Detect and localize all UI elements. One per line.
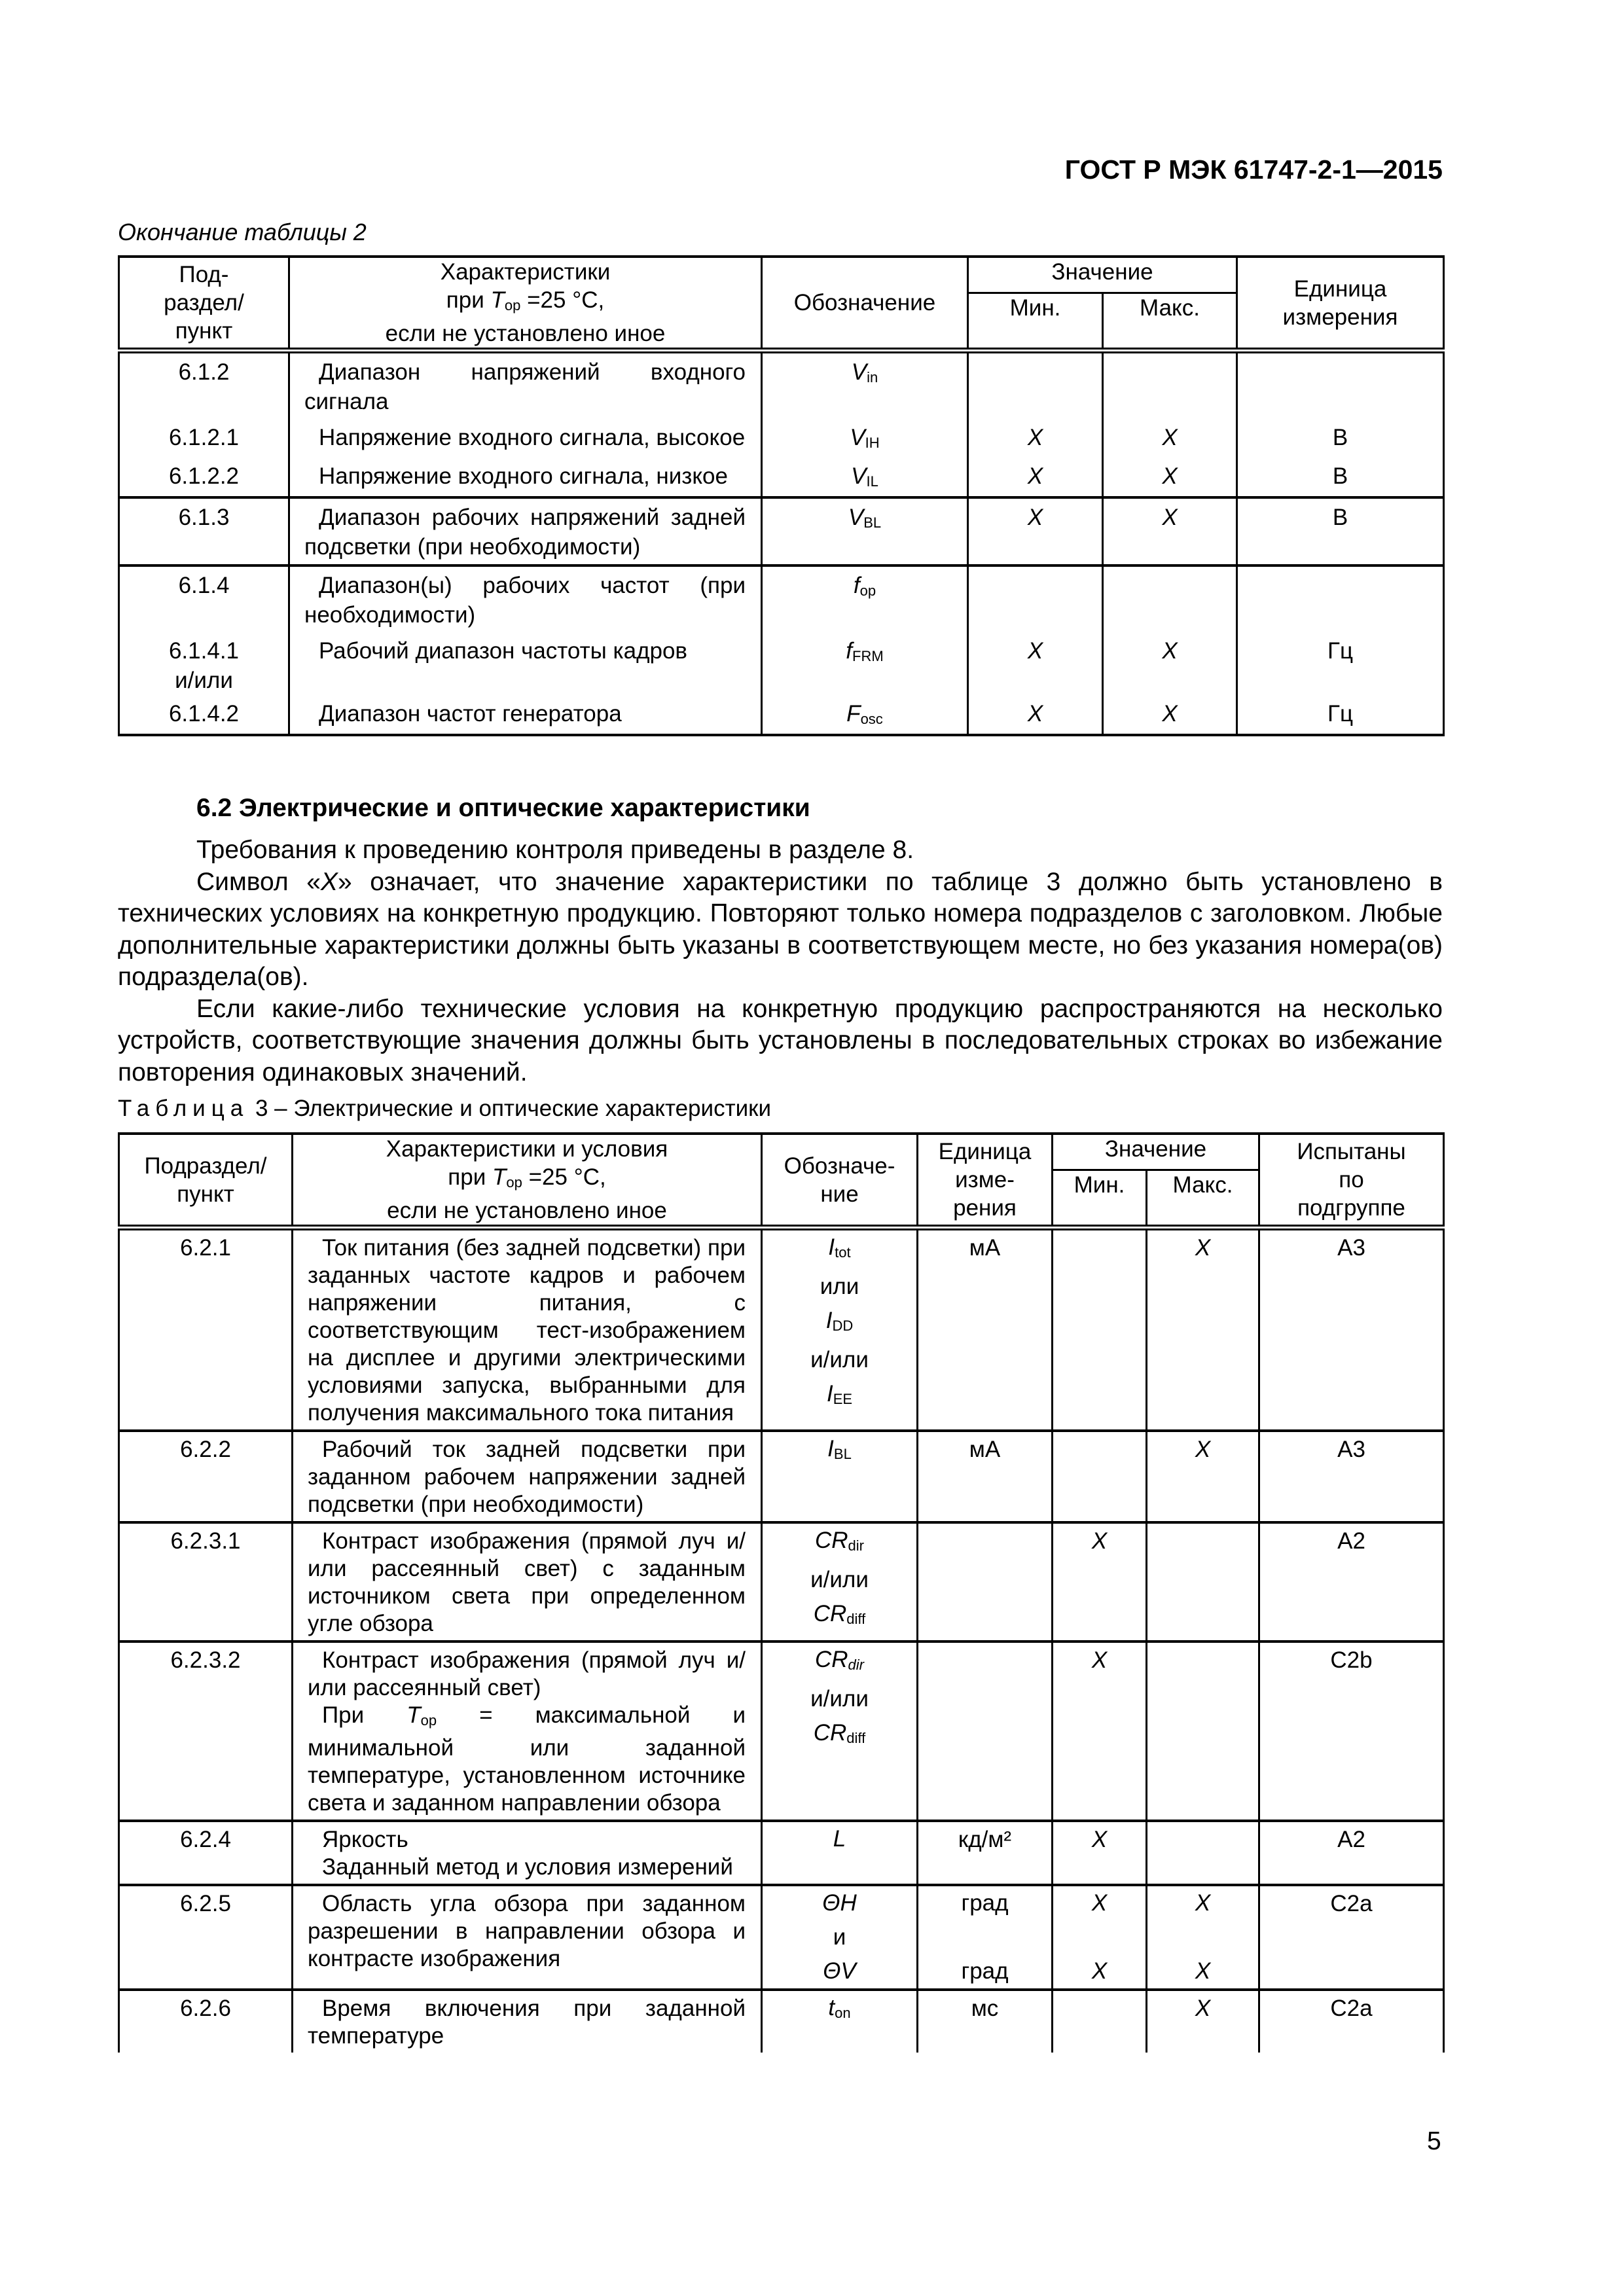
cell-characteristic: [293, 1821, 762, 1885]
cell-subsection: 6.2.5: [119, 1885, 293, 1990]
cell-symbol: [762, 695, 968, 735]
cell-tested-subgroup: C2b: [1259, 1641, 1444, 1821]
text: Характеристики и условия при: [386, 1136, 668, 1190]
cell-symbol: [762, 497, 968, 565]
table3-body: [119, 1228, 1444, 2053]
text: = максимальной и минимальной или заданной температуре, установленном источнике света и заданном направлении обзора: [308, 1702, 746, 1816]
symbol: [815, 1528, 864, 1553]
symbol-base: CR: [814, 1528, 848, 1553]
header-subsection: Подраздел/ пункт: [119, 1134, 293, 1228]
cell-symbol: [762, 632, 968, 695]
table2-continuation-caption: Окончание таблицы 2: [118, 219, 367, 245]
text: Если какие-либо технические условия на конкретную продукцию распространяются на несколько устройств, соответствующие значения должны быть установлены в последовательных строках во избежание повторения одинаковых значений.: [118, 994, 1443, 1086]
cell-symbol: [762, 457, 968, 497]
section-heading: 6.2 Электрические и оптические характеристики: [196, 794, 810, 822]
cell-min: [1053, 1431, 1147, 1522]
cell-line: град: [961, 1958, 1009, 1984]
cell-tested-subgroup: C2a: [1259, 1990, 1444, 2053]
symbol-subscript: diff: [846, 1611, 866, 1627]
text: Характеристики при: [440, 259, 611, 313]
table-row: [119, 351, 1444, 420]
cell-subsection: [119, 632, 289, 695]
table-3: [118, 1132, 1445, 2053]
header-characteristics: [293, 1134, 762, 1228]
cell-characteristic: [293, 1641, 762, 1821]
cell-subsection: 6.2.3.1: [119, 1522, 293, 1641]
cell-unit: мА: [918, 1431, 1053, 1522]
table3-caption-title: 3 – Электрические и оптические характеристики: [249, 1096, 772, 1121]
cell-symbol: [762, 1821, 918, 1885]
description-paragraph: Диапазон частот генератора: [319, 701, 622, 726]
symbol: [833, 1826, 846, 1852]
cell-max: [1103, 565, 1237, 632]
table-row: [119, 695, 1444, 735]
symbol: [492, 1164, 522, 1190]
header-subsection: Под- раздел/ пункт: [119, 257, 289, 351]
symbol: [814, 1601, 866, 1626]
cell-unit: [918, 1641, 1053, 1821]
symbol-base: I: [825, 1308, 833, 1333]
cell-characteristic: [293, 1228, 762, 1431]
cell-unit: мс: [918, 1990, 1053, 2053]
description-paragraph: Контраст изображения (прямой луч и/или рассеянный свет) с заданным источником света при определенном угле обзора: [308, 1528, 746, 1636]
cell-min: [1053, 1990, 1147, 2053]
cell-line: и/или: [810, 1686, 869, 1712]
cell-subsection: 6.2.2: [119, 1431, 293, 1522]
symbol-base: V: [851, 359, 867, 385]
symbol-base: CR: [813, 1720, 847, 1746]
symbol-base: F: [846, 701, 861, 726]
cell-characteristic: [289, 695, 762, 735]
symbol-subscript: dir: [848, 1537, 864, 1554]
symbol-base: V: [850, 425, 865, 450]
cell-subsection: 6.1.4: [119, 565, 289, 632]
symbol-base: T: [490, 287, 505, 313]
cell-line: или: [820, 1274, 859, 1299]
symbol: [848, 505, 881, 530]
cell-line: [763, 1230, 916, 1270]
cell-tested-subgroup: A3: [1259, 1228, 1444, 1431]
symbol: [846, 638, 883, 664]
table-row: [119, 497, 1444, 565]
symbol-subscript: IH: [865, 435, 880, 451]
cell-symbol: [762, 1431, 918, 1522]
symbol: [815, 1647, 864, 1672]
cell-line: град: [961, 1890, 1009, 1916]
cell-line: [763, 1304, 916, 1343]
symbol-base: I: [826, 1381, 833, 1407]
cell-max: X: [1147, 1228, 1259, 1431]
symbol: [406, 1702, 437, 1728]
symbol: [850, 425, 879, 450]
cell-subsection: 6.2.1: [119, 1228, 293, 1431]
table-row: [119, 457, 1444, 497]
description-paragraph: Диапазон напряжений входного сигнала: [304, 359, 746, 414]
cell-line: X: [1195, 1958, 1211, 1984]
cell-unit: В: [1237, 457, 1444, 497]
cell-characteristic: [289, 419, 762, 457]
description-paragraph: [308, 1702, 746, 1817]
header-tested-subgroup: Испытаны по подгруппе: [1259, 1134, 1444, 1228]
cell-min: X: [968, 632, 1103, 695]
text: » означает, что значение характеристики по таблице 3 должно быть установлено в технических условиях на конкретную продукцию. Повторяют только номера подразделов с заголовком. Любые дополнительные характеристики должны быть указаны в соответствующем месте, но без указания номера(ов) подраздела(ов).: [118, 867, 1443, 991]
table-row: [119, 1821, 1444, 1885]
header-min: Мин.: [968, 293, 1103, 351]
cell-min: [1053, 1885, 1147, 1990]
symbol-subscript: BL: [863, 514, 882, 531]
cell-line: [918, 1920, 1051, 1954]
header-max: Макс.: [1147, 1170, 1259, 1228]
cell-min: X: [968, 419, 1103, 457]
symbol: [822, 1890, 857, 1916]
paragraph: [118, 834, 1443, 867]
header-max: Макс.: [1103, 293, 1237, 351]
cell-max: [1147, 1885, 1259, 1990]
header-symbol: Обозначе- ние: [762, 1134, 918, 1228]
cell-line: [763, 1886, 916, 1920]
description-paragraph: Заданный метод и условия измерений: [322, 1854, 733, 1880]
table-row: [119, 1431, 1444, 1522]
cell-min: X: [1053, 1821, 1147, 1885]
cell-symbol: [762, 565, 968, 632]
document-code: ГОСТ Р МЭК 61747-2-1—2015: [1064, 154, 1443, 185]
symbol: [491, 287, 521, 313]
symbol-base: T: [492, 1164, 507, 1190]
cell-max: X: [1103, 695, 1237, 735]
table-row: [119, 565, 1444, 632]
symbol: [823, 1958, 856, 1984]
cell-subsection: 6.1.3: [119, 497, 289, 565]
cell-characteristic: [293, 1431, 762, 1522]
symbol-base: V: [851, 463, 867, 489]
symbol-subscript: dir: [848, 1657, 864, 1673]
symbol-base: f: [853, 573, 860, 598]
cell-unit: [918, 1885, 1053, 1990]
cell-line: X: [1091, 1958, 1108, 1984]
symbol-base: ΘH: [822, 1890, 857, 1916]
cell-line: [763, 1597, 916, 1636]
cell-max: [1103, 351, 1237, 420]
text: Символ «: [196, 867, 321, 896]
cell-tested-subgroup: A2: [1259, 1821, 1444, 1885]
cell-unit: [1237, 351, 1444, 420]
cell-line: [763, 1716, 916, 1755]
symbol-subscript: BL: [833, 1446, 852, 1462]
cell-unit: В: [1237, 497, 1444, 565]
symbol: [826, 1308, 854, 1333]
cell-characteristic: [293, 1885, 762, 1990]
symbol: [852, 359, 878, 385]
cell-min: X: [968, 695, 1103, 735]
description-paragraph: Время включения при заданной температуре: [308, 1996, 746, 2049]
table-row: [119, 419, 1444, 457]
symbol-subscript: DD: [832, 1318, 854, 1334]
symbol-subscript: tot: [835, 1244, 851, 1261]
header-unit: Единица изме- рения: [918, 1134, 1053, 1228]
cell-line: X: [1195, 1890, 1211, 1916]
page-number: 5: [1427, 2127, 1441, 2155]
description-paragraph: Напряжение входного сигнала, низкое: [319, 463, 728, 489]
cell-line: 6.1.4.1: [168, 638, 240, 664]
symbol-subscript: FRM: [852, 648, 884, 664]
symbol-subscript: IL: [866, 473, 878, 490]
cell-characteristic: [289, 565, 762, 632]
cell-line: [763, 1377, 916, 1416]
cell-unit: [918, 1522, 1053, 1641]
symbol: [814, 1720, 866, 1746]
header-characteristics: [289, 257, 762, 351]
cell-characteristic: [289, 351, 762, 420]
cell-subsection: 6.1.2: [119, 351, 289, 420]
table-row: [119, 1228, 1444, 1431]
cell-subsection: 6.2.3.2: [119, 1641, 293, 1821]
symbol-subscript: EE: [833, 1391, 853, 1407]
cell-max: [1147, 1821, 1259, 1885]
symbol: [828, 1234, 850, 1260]
header-value: Значение: [1053, 1134, 1259, 1170]
cell-characteristic: [289, 632, 762, 695]
symbol: [851, 463, 878, 489]
description-paragraph: Ток питания (без задней подсветки) при заданных частоте кадров и рабочем напряжении питания, с соответствующим тест-изображением на дисплее и другими электрическими условиями запуска, выбранными для получения максимального тока питания: [308, 1235, 746, 1426]
cell-symbol: [762, 1522, 918, 1641]
description-paragraph: Рабочий ток задней подсветки при заданном рабочем напряжении задней подсветки (при необходимости): [308, 1437, 746, 1517]
cell-max: [1147, 1522, 1259, 1641]
symbol-subscript: in: [867, 369, 878, 386]
cell-symbol: [762, 419, 968, 457]
table-2: [118, 255, 1445, 736]
text: Требования к проведению контроля приведены в разделе 8.: [196, 836, 914, 864]
description-paragraph: Рабочий диапазон частоты кадров: [319, 638, 688, 664]
cell-min: [1053, 1228, 1147, 1431]
description-paragraph: Контраст изображения (прямой луч и/или рассеянный свет): [308, 1647, 746, 1700]
cell-subsection: 6.1.4.2: [119, 695, 289, 735]
cell-line: и/или: [810, 1347, 869, 1372]
symbol-base: T: [406, 1702, 421, 1728]
symbol-base: t: [828, 1995, 835, 2020]
cell-line: [763, 1524, 916, 1563]
cell-max: X: [1147, 1990, 1259, 2053]
cell-max: X: [1103, 632, 1237, 695]
cell-unit: кд/м²: [918, 1821, 1053, 1885]
cell-max: X: [1103, 457, 1237, 497]
description-paragraph: Диапазон(ы) рабочих частот (при необходимости): [304, 573, 746, 628]
symbol-base: f: [846, 638, 853, 664]
header-value: Значение: [968, 257, 1237, 293]
description-paragraph: Область угла обзора при заданном разрешении в направлении обзора и контрасте изображения: [308, 1891, 746, 1971]
symbol: [846, 701, 883, 726]
header-symbol: Обозначение: [762, 257, 968, 351]
paragraph: [118, 994, 1443, 1089]
description-paragraph: Яркость: [322, 1827, 408, 1852]
cell-symbol: [762, 1990, 918, 2053]
table-row: [119, 632, 1444, 695]
cell-symbol: [762, 1641, 918, 1821]
table-row: [119, 1990, 1444, 2053]
cell-min: [968, 565, 1103, 632]
cell-max: X: [1103, 419, 1237, 457]
cell-tested-subgroup: C2a: [1259, 1885, 1444, 1990]
cell-unit: мА: [918, 1228, 1053, 1431]
cell-unit: Гц: [1237, 632, 1444, 695]
cell-line: и/или: [810, 1567, 869, 1592]
cell-subsection: 6.2.4: [119, 1821, 293, 1885]
italic-text: X: [320, 867, 338, 896]
section-text: [118, 834, 1443, 1088]
cell-characteristic: [289, 497, 762, 565]
cell-subsection: 6.1.2.1: [119, 419, 289, 457]
description-paragraph: Диапазон рабочих напряжений задней подсветки (при необходимости): [304, 505, 746, 560]
symbol-subscript: osc: [860, 711, 883, 727]
symbol-base: I: [827, 1436, 834, 1462]
symbol: [828, 1995, 850, 2020]
cell-symbol: [762, 351, 968, 420]
cell-tested-subgroup: A2: [1259, 1522, 1444, 1641]
description-paragraph: Напряжение входного сигнала, высокое: [319, 425, 746, 450]
cell-line: [1147, 1920, 1258, 1954]
header-unit: Единица измерения: [1237, 257, 1444, 351]
table-row: [119, 1885, 1444, 1990]
cell-unit: [1237, 565, 1444, 632]
table-row: [119, 1641, 1444, 1821]
symbol-subscript: op: [859, 583, 876, 599]
symbol: [827, 1381, 852, 1407]
symbol-subscript: on: [835, 2005, 851, 2021]
table-row: [119, 1522, 1444, 1641]
symbol-base: CR: [813, 1601, 847, 1626]
cell-symbol: [762, 1885, 918, 1990]
symbol-base: ΘV: [823, 1958, 856, 1984]
cell-min: X: [1053, 1522, 1147, 1641]
table2-body: [119, 351, 1444, 736]
table3-caption-word: Таблица: [118, 1096, 249, 1121]
symbol-base: V: [848, 505, 864, 530]
cell-line: и/или: [175, 668, 233, 693]
text: =25 °С, если не установлено иное: [385, 287, 666, 346]
cell-min: [968, 351, 1103, 420]
cell-min: X: [1053, 1641, 1147, 1821]
header-min: Мин.: [1053, 1170, 1147, 1228]
text: =25 °С, если не установлено иное: [387, 1164, 667, 1223]
symbol-base: CR: [814, 1647, 848, 1672]
cell-characteristic: [289, 457, 762, 497]
cell-unit: Гц: [1237, 695, 1444, 735]
cell-subsection: 6.2.6: [119, 1990, 293, 2053]
symbol: [854, 573, 876, 598]
cell-line: [763, 1954, 916, 1988]
table3-caption: [118, 1096, 771, 1122]
cell-min: X: [968, 497, 1103, 565]
symbol-subscript: op: [506, 1174, 522, 1191]
symbol-subscript: op: [504, 297, 521, 314]
cell-max: X: [1103, 497, 1237, 565]
symbol: [827, 1436, 852, 1462]
cell-line: и: [833, 1924, 846, 1950]
symbol-subscript: op: [420, 1712, 437, 1729]
cell-symbol: [762, 1228, 918, 1431]
symbol-base: I: [828, 1234, 835, 1260]
cell-characteristic: [293, 1522, 762, 1641]
cell-characteristic: [293, 1990, 762, 2053]
text: При: [322, 1702, 407, 1728]
cell-min: X: [968, 457, 1103, 497]
cell-subsection: 6.1.2.2: [119, 457, 289, 497]
cell-max: X: [1147, 1431, 1259, 1522]
cell-unit: В: [1237, 419, 1444, 457]
cell-line: X: [1091, 1890, 1108, 1916]
symbol-base: L: [833, 1826, 846, 1852]
cell-max: [1147, 1641, 1259, 1821]
symbol-subscript: diff: [846, 1730, 866, 1746]
paragraph: [118, 867, 1443, 994]
cell-tested-subgroup: A3: [1259, 1431, 1444, 1522]
cell-line: [1053, 1920, 1146, 1954]
cell-line: [763, 1643, 916, 1682]
